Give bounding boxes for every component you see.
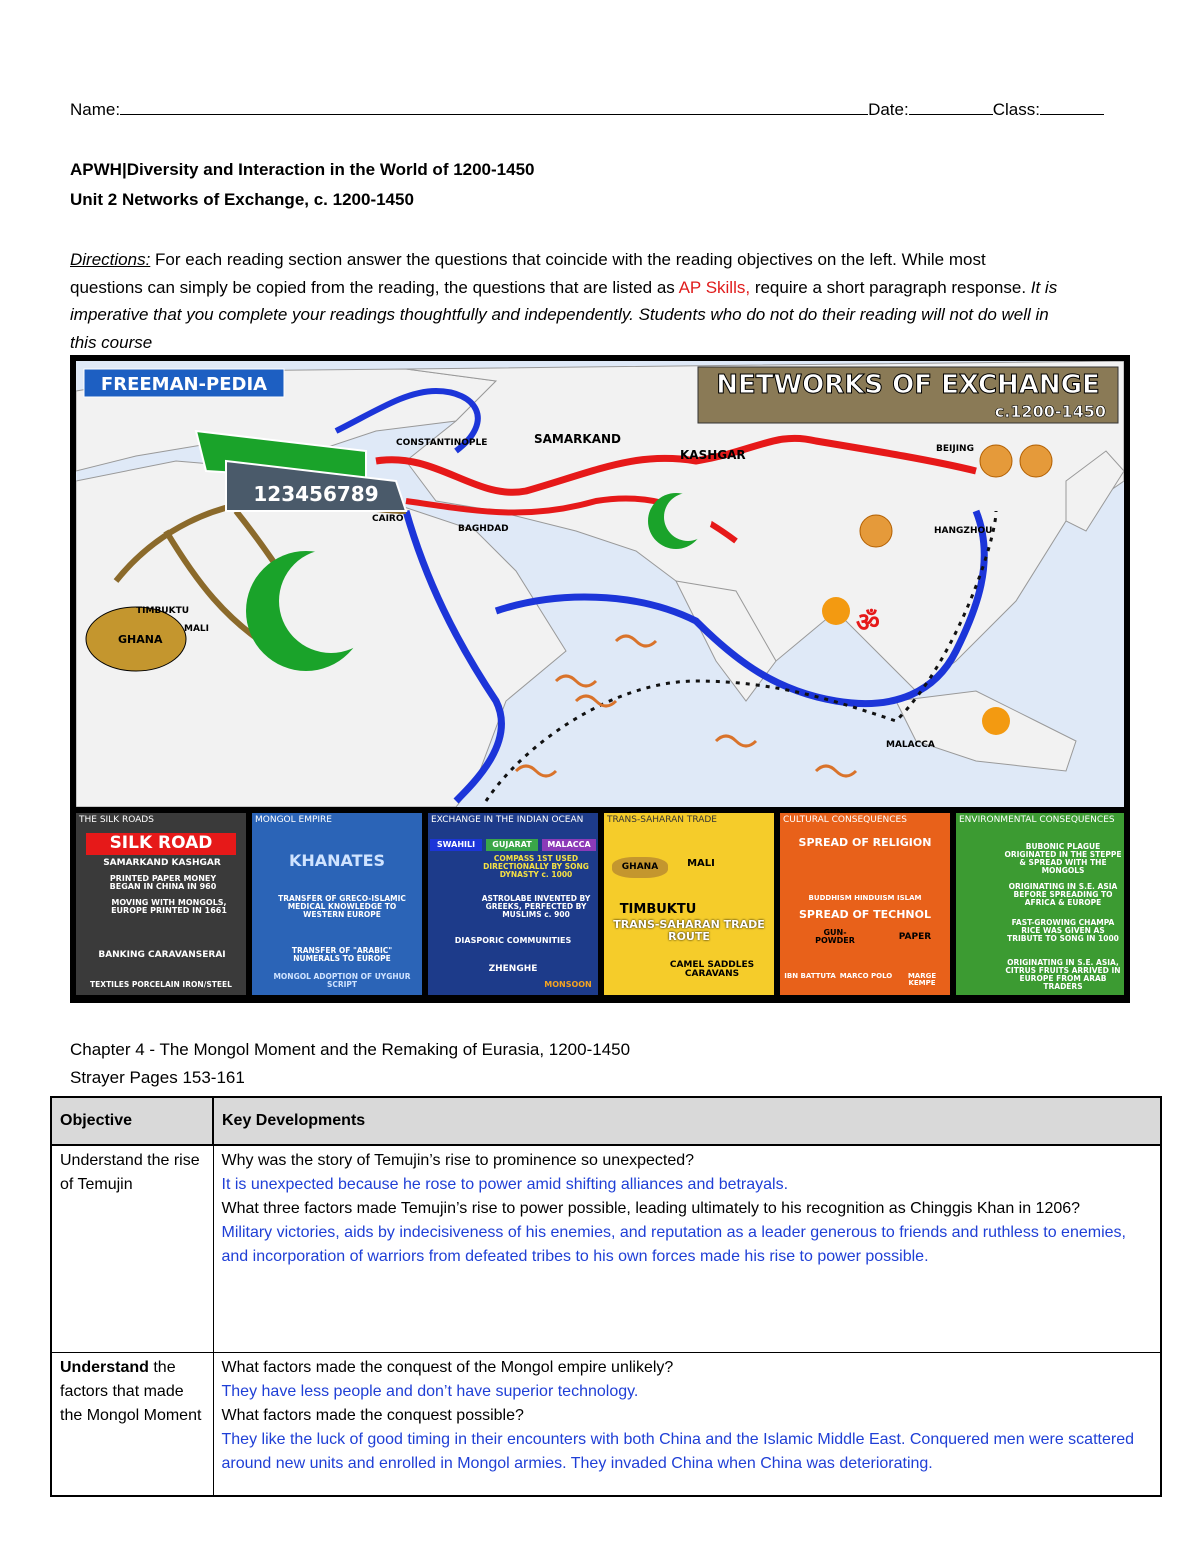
class-label: Class: (992, 100, 1040, 119)
directions-line-1: Directions: For each reading section answer the questions that coincide with the reading objectives on the left. While most (70, 250, 986, 269)
panel-cultural-consequences: CULTURAL CONSEQUENCES SPREAD OF RELIGION BUDDHISM HINDUISM ISLAM SPREAD OF TECHNOL GUN-POWDER PAPER IBN BATTUTA MARCO POLO MARGE KEMPE (780, 813, 950, 995)
place-label: TIMBUKTU (136, 606, 190, 616)
question: What factors made the conquest possible? (221, 1407, 524, 1424)
dharma-wheel-icon (980, 445, 1012, 477)
question: Why was the story of Temujin’s rise to prominence so unexpected? (221, 1152, 695, 1169)
place-label: BAGHDAD (458, 524, 509, 534)
panel-title: KHANATES (288, 851, 386, 870)
brand-label: FREEMAN-PEDIA (100, 374, 268, 395)
trade-route-map (76, 361, 1124, 807)
dharma-wheel-icon (860, 515, 892, 547)
table-header-objective: Objective (51, 1097, 213, 1145)
panel-mongol-empire: MONGOL EMPIRE KHANATES TRANSFER OF GRECO-ISLAMIC MEDICAL KNOWLEDGE TO WESTERN EUROPE TRANSFER OF "ARABIC" NUMERALS TO EUROPE MONGOL ADOPTION OF UYGHUR SCRIPT (252, 813, 422, 995)
banner-number: 123456789 (253, 482, 379, 506)
course-title: APWH|Diversity and Interaction in the World of 1200-1450 (70, 160, 535, 179)
place-label: MALACCA (886, 740, 935, 750)
unit-title: Unit 2 Networks of Exchange, c. 1200-1450 (70, 190, 414, 209)
directions-label: Directions: (70, 250, 151, 269)
place-label: SAMARKAND (534, 432, 621, 446)
name-date-class-line (70, 100, 1104, 120)
orange-icon (822, 597, 850, 625)
place-label: GHANA (118, 633, 163, 646)
panel-title: SILK ROAD (86, 833, 236, 855)
answer[interactable]: It is unexpected because he rose to power amid shifting alliances and betrayals. (221, 1176, 789, 1193)
key-developments-cell[interactable] (213, 1145, 1161, 1353)
panel-trans-saharan: TRANS-SAHARAN TRADE GHANA MALI TIMBUKTU TRANS-SAHARAN TRADE ROUTE CAMEL SADDLES CARAVANS (604, 813, 774, 995)
objective-cell: Understand the rise of Temujin (51, 1145, 213, 1353)
answer[interactable]: They like the luck of good timing in their encounters with both China and the Islamic Middle East. Conquered men were scattered around new units and enrolled in Mongol armies. They invaded China when China was deteriorating. (221, 1431, 1134, 1472)
question: What factors made the conquest of the Mongol empire unlikely? (221, 1359, 674, 1376)
objective-cell: Understand the factors that made the Mongol Moment (51, 1353, 213, 1497)
date-blank[interactable] (909, 100, 993, 115)
place-label: BEIJING (936, 444, 974, 454)
place-label: MALI (184, 624, 210, 634)
directions-line-2: questions can simply be copied from the reading, the questions that are listed as AP Skills, require a short paragraph response. It is (70, 278, 1058, 297)
place-label: CAIRO (372, 514, 404, 524)
question: What three factors made Temujin’s rise to power possible, leading ultimately to his recognition as Chinggis Khan in 1206? (221, 1200, 1081, 1217)
class-blank[interactable] (1040, 100, 1104, 115)
networks-of-exchange-infographic (70, 355, 1130, 1003)
objectives-table (50, 1096, 1162, 1497)
panel-indian-ocean: EXCHANGE IN THE INDIAN OCEAN SWAHILI GUJARAT MALACCA COMPASS 1ST USED DIRECTIONALLY BY SONG DYNASTY c. 1000 ASTROLABE INVENTED BY GREEKS, PERFECTED BY MUSLIMS c. 900 DIASPORIC COMMUNITIES ZHENGHE MONSOON (428, 813, 598, 995)
strayer-pages: Strayer Pages 153-161 (70, 1068, 245, 1087)
directions-line-3: imperative that you complete your readings thoughtfully and independently. Students who do not do their reading will not do well in (70, 305, 1049, 324)
answer[interactable]: Military victories, aids by indecisiveness of his enemies, and reputation as a leader generous to friends and ruthless to enemies, and incorporation of warriors from defeated tribes to his own forces made his rise to power possible. (221, 1224, 1126, 1265)
name-blank[interactable] (120, 100, 868, 115)
infographic-subtitle: c.1200-1450 (994, 402, 1106, 421)
place-label: HANGZHOU (934, 526, 993, 536)
ap-skills-label: AP Skills, (678, 278, 751, 297)
table-header-key-developments: Key Developments (213, 1097, 1161, 1145)
place-label: CONSTANTINOPLE (396, 438, 488, 448)
directions-line-4: this course (70, 333, 153, 352)
table-row (51, 1145, 1161, 1353)
dharma-wheel-icon (1020, 445, 1052, 477)
om-icon: ॐ (856, 608, 880, 638)
orange-icon (982, 707, 1010, 735)
panel-environmental-consequences: ENVIRONMENTAL CONSEQUENCES BUBONIC PLAGUE ORIGINATED IN THE STEPPE & SPREAD WITH THE MONGOLS ORIGINATING IN S.E. ASIA BEFORE SPREADING TO AFRICA & EUROPE FAST-GROWING CHAMPA RICE WAS GIVEN AS TRIBUTE TO SONG IN 1000 ORIGINATING IN S.E. ASIA, CITRUS FRUITS ARRIVED IN EUROPE FROM ARAB TRADERS (956, 813, 1124, 995)
answer[interactable]: They have less people and don’t have superior technology. (221, 1383, 639, 1400)
table-row (51, 1353, 1161, 1497)
date-label: Date: (868, 100, 909, 119)
place-label: KASHGAR (680, 448, 746, 462)
key-developments-cell[interactable] (213, 1353, 1161, 1497)
infographic-title: NETWORKS OF EXCHANGE (716, 370, 1100, 400)
chapter-heading: Chapter 4 - The Mongol Moment and the Remaking of Eurasia, 1200-1450 (70, 1040, 631, 1059)
table-header-row (51, 1097, 1161, 1145)
panel-silk-road: THE SILK ROADS SILK ROAD SAMARKAND KASHGAR PRINTED PAPER MONEY BEGAN IN CHINA IN 960 MOVING WITH MONGOLS, EUROPE PRINTED IN 1661 BANKING CARAVANSERAI TEXTILES PORCELAIN IRON/STEEL (76, 813, 246, 995)
name-label: Name: (70, 100, 121, 119)
